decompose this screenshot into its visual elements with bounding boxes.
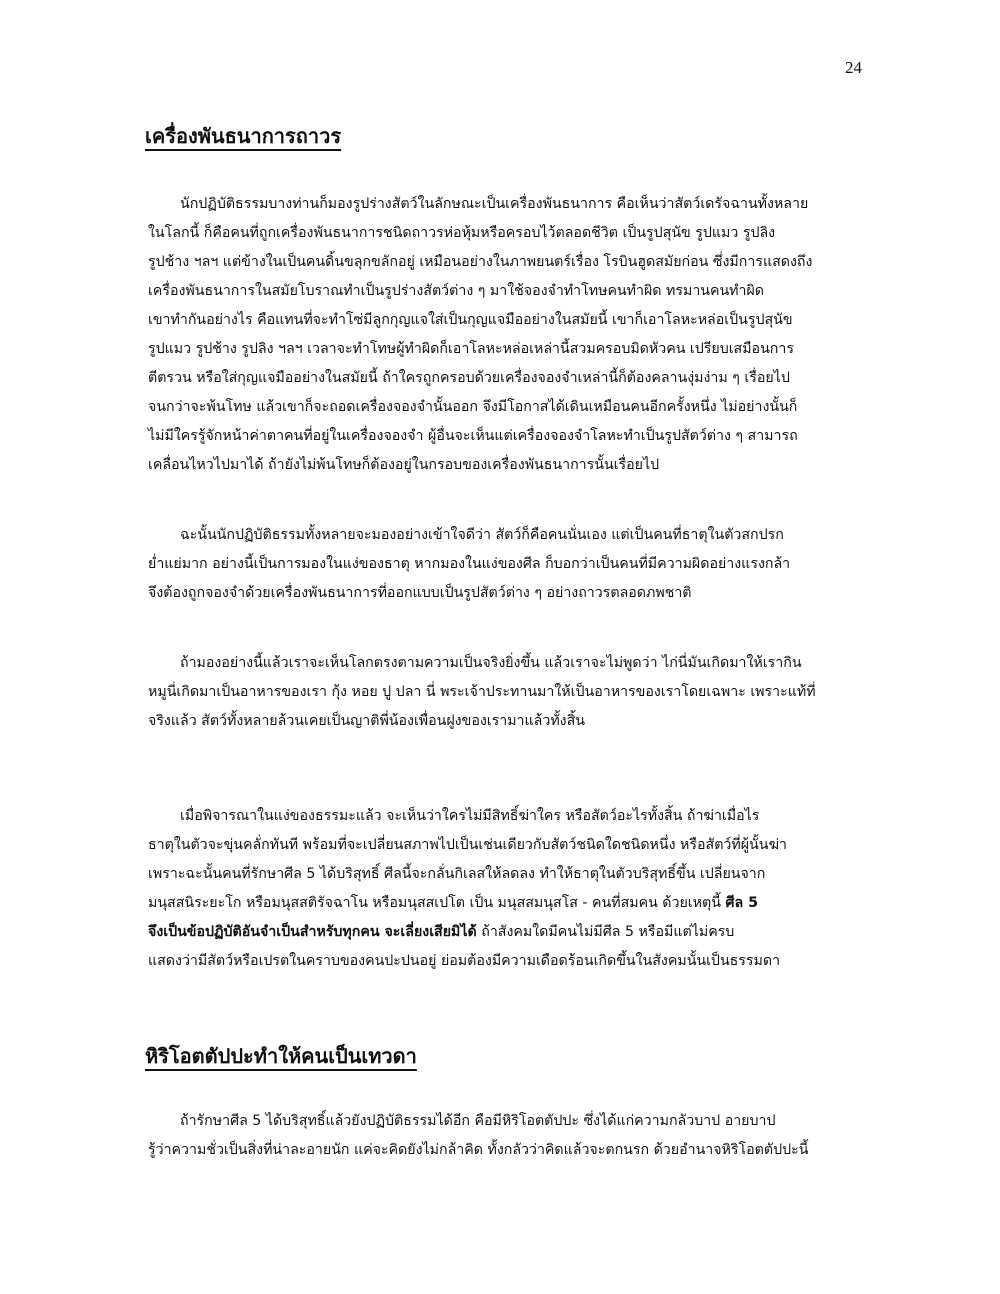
- section-heading-2: หิริโอตตัปปะทำให้คนเป็นเทวดา: [145, 1044, 417, 1068]
- paragraph-4-bold-statement: จึงเป็นข้อปฏิบัติอันจำเป็นสำหรับทุกคน จะเลี่ยงเสียมิได้: [148, 924, 477, 940]
- paragraph-4-line-4: [148, 892, 758, 914]
- paragraph-4-line-4-text: มนุสสนิระยะโก หรือมนุสสติรัจฉาโน หรือมนุสสเปโต เป็น มนุสสมนุสโส - คนที่สมคน ด้วยเหตุนี้: [148, 895, 721, 911]
- paragraph-3-line-3: จริงแล้ว สัตว์ทั้งหลายล้วนเคยเป็นญาติพี่น้องเพื่อนฝูงของเรามาแล้วทั้งสิ้น: [148, 713, 585, 729]
- paragraph-2-line-3: จึงต้องถูกจองจำด้วยเครื่องพันธนาการที่ออกแบบเป็นรูปสัตว์ต่าง ๆ อย่างถาวรตลอดภพชาติ: [148, 585, 692, 601]
- paragraph-1-line-5: เขาทำกันอย่างไร คือแทนที่จะทำโซ่มีลูกกุญแจใส่เป็นกุญแจมืออย่างในสมัยนี้ เขาก็เอาโลหะหล่อเป็นรูปสุนัข: [148, 312, 793, 328]
- page-number: 24: [845, 58, 862, 77]
- paragraph-4-line-1: เมื่อพิจารณาในแง่ของธรรมะแล้ว จะเห็นว่าใครไม่มีสิทธิ์ฆ่าใคร หรือสัตว์อะไรทั้งสิ้น ถ้าฆ่าเมื่อไร: [180, 808, 760, 824]
- paragraph-1-line-4: เครื่องพันธนาการในสมัยโบราณทำเป็นรูปร่างสัตว์ต่าง ๆ มาใช้จองจำทำโทษคนทำผิด ทรมานคนทำผิด: [148, 283, 765, 299]
- paragraph-1-line-1: นักปฏิบัติธรรมบางท่านก็มองรูปร่างสัตว์ในลักษณะเป็นเครื่องพันธนาการ คือเห็นว่าสัตว์เดรัจฉานทั้งหลาย: [180, 196, 809, 212]
- paragraph-3-line-2: หมูนี่เกิดมาเป็นอาหารของเรา กุ้ง หอย ปู ปลา นี่ พระเจ้าประทานมาให้เป็นอาหารของเราโดยเฉพาะ เพราะแท้ที่: [148, 684, 816, 700]
- paragraph-2-line-1: ฉะนั้นนักปฏิบัติธรรมทั้งหลายจะมองอย่างเข้าใจดีว่า สัตว์ก็คือคนนั่นเอง แต่เป็นคนที่ธาตุในตัวสกปรก: [180, 527, 784, 543]
- paragraph-1-line-10: เคลื่อนไหวไปมาได้ ถ้ายังไม่พ้นโทษก็ต้องอยู่ในกรอบของเครื่องพันธนาการนั้นเรื่อยไป: [148, 457, 660, 473]
- paragraph-3-line-1: ถ้ามองอย่างนี้แล้วเราจะเห็นโลกตรงตามความเป็นจริงยิ่งขึ้น แล้วเราจะไม่พูดว่า ไก่นี่มันเกิดมาให้เรากิน: [180, 655, 802, 671]
- paragraph-5-line-2: รู้ว่าความชั่วเป็นสิ่งที่น่าละอายนัก แค่จะคิดยังไม่กล้าคิด ทั้งกลัวว่าคิดแล้วจะตกนรก ด้วยอำนาจหิริโอตตัปปะนี้: [148, 1142, 809, 1158]
- paragraph-1-line-2: ในโลกนี้ ก็คือคนที่ถูกเครื่องพันธนาการชนิดถาวรห่อหุ้มหรือครอบไว้ตลอดชีวิต เป็นรูปสุนัข รูปแมว รูปลิง: [148, 225, 776, 241]
- paragraph-5-line-1: ถ้ารักษาศีล 5 ได้บริสุทธิ์แล้วยังปฏิบัติธรรมได้อีก คือมีหิริโอตตัปปะ ซึ่งได้แก่ความกลัวบาป อายบาป: [180, 1113, 776, 1129]
- paragraph-4-bold-precept: ศีล 5: [725, 895, 758, 911]
- paragraph-4-line-3: เพราะฉะนั้นคนที่รักษาศีล 5 ได้บริสุทธิ์ ศีลนี้จะกลั่นกิเลสให้ลดลง ทำให้ธาตุในตัวบริสุทธิ์ขึ้น เปลี่ยนจาก: [148, 866, 766, 882]
- paragraph-1-line-8: จนกว่าจะพ้นโทษ แล้วเขาก็จะถอดเครื่องจองจำนั้นออก จึงมีโอกาสได้เดินเหมือนคนอีกครั้งหนึ่ง ไม่อย่างนั้นก็: [148, 399, 798, 415]
- paragraph-4-line-2: ธาตุในตัวจะขุ่นคลั่กทันที พร้อมที่จะเปลี่ยนสภาพไปเป็นเช่นเดียวกับสัตว์ชนิดใดชนิดหนึ่ง หรือสัตว์ที่ผู้นั้นฆ่า: [148, 837, 787, 853]
- paragraph-4-line-5: [148, 921, 734, 943]
- paragraph-1-line-7: ตีตรวน หรือใส่กุญแจมืออย่างในสมัยนี้ ถ้าใครถูกครอบด้วยเครื่องจองจำเหล่านี้ก็ต้องคลานงุ่มง่าม ๆ เรื่อยไป: [148, 370, 790, 386]
- paragraph-1-line-9: ไม่มีใครรู้จักหน้าค่าตาคนที่อยู่ในเครื่องจองจำ ผู้อื่นจะเห็นแต่เครื่องจองจำโลหะทำเป็นรูปสัตว์ต่าง ๆ สามารถ: [148, 428, 798, 444]
- paragraph-4-line-6: แสดงว่ามีสัตว์หรือเปรตในคราบของคนปะปนอยู่ ย่อมต้องมีความเดือดร้อนเกิดขึ้นในสังคมนั้นเป็นธรรมดา: [148, 953, 781, 969]
- paragraph-4-line-5-text: ถ้าสังคมใดมีคนไม่มีศีล 5 หรือมีแต่ไม่ครบ: [481, 924, 735, 940]
- paragraph-1-line-6: รูปแมว รูปช้าง รูปลิง ฯลฯ เวลาจะทำโทษผู้ทำผิดก็เอาโลหะหล่อเหล่านี้สวมครอบมิดหัวคน เปรียบเสมือนการ: [148, 341, 794, 357]
- paragraph-2-line-2: ย่ำแย่มาก อย่างนี้เป็นการมองในแง่ของธาตุ หากมองในแง่ของศีล ก็บอกว่าเป็นคนที่มีความผิดอย่างแรงกล้า: [148, 556, 791, 572]
- paragraph-1-line-3: รูปช้าง ฯลฯ แต่ข้างในเป็นคนดิ้นขลุกขลักอยู่ เหมือนอย่างในภาพยนตร์เรื่อง โรบินฮูดสมัยก่อน ซึ่งมีการแสดงถึง: [148, 254, 813, 270]
- section-heading-1: เครื่องพันธนาการถาวร: [145, 124, 342, 148]
